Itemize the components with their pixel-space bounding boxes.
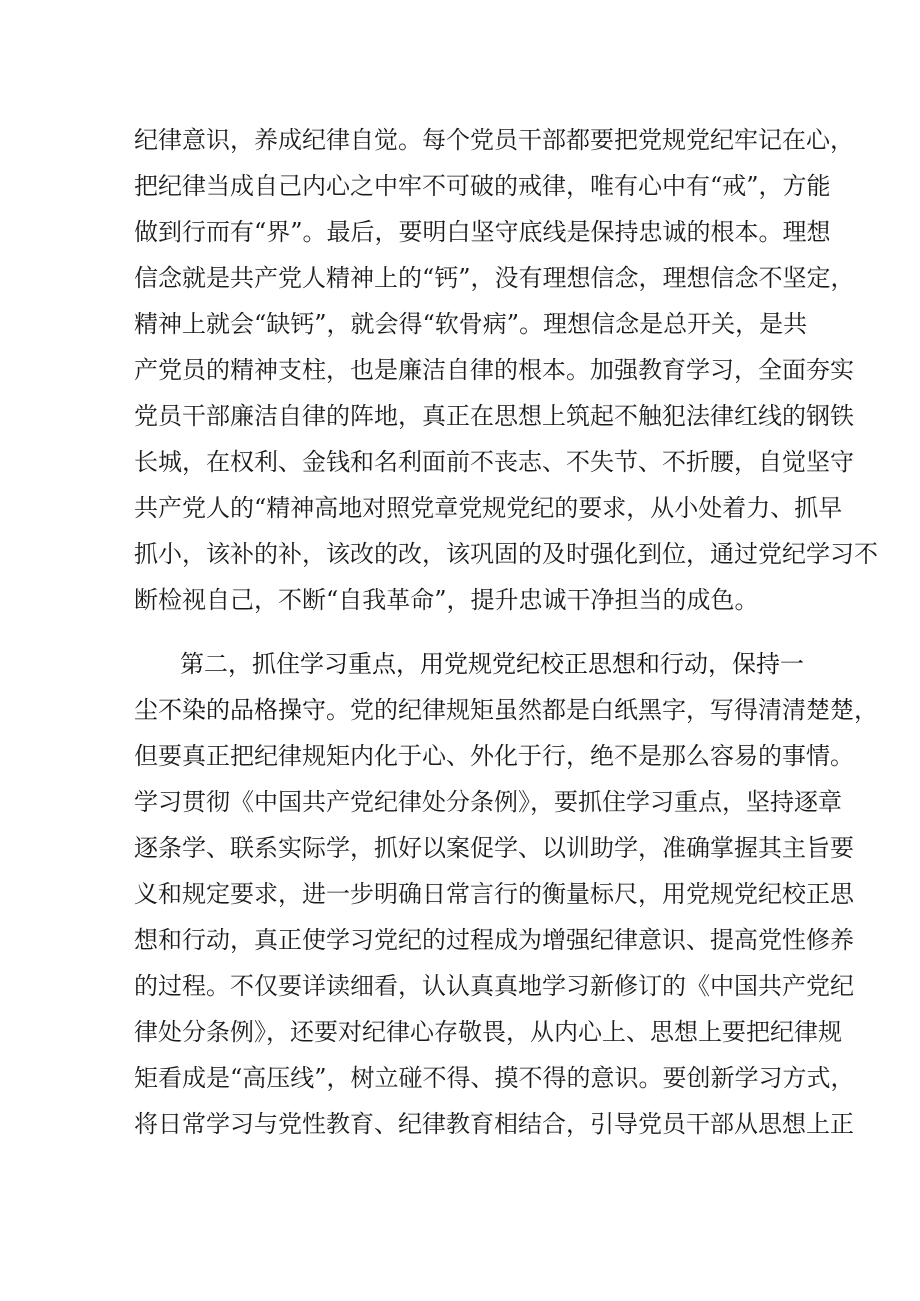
text-line: 矩看成是“高压线”，树立碰不得、摸不得的意识。要创新学习方式，	[134, 1064, 855, 1092]
text-line: 信念就是共产党人精神上的“钙”，没有理想信念，理想信念不坚定，	[134, 264, 855, 292]
text-line: 纪律意识，养成纪律自觉。每个党员干部都要把党规党纪牢记在心，	[134, 126, 854, 154]
text-line: 逐条学、联系实际学，抓好以案促学、以训助学，准确掌握其主旨要	[134, 834, 854, 862]
section-heading-end: 尘不染的品格操守。	[134, 696, 350, 724]
text-line: 产党员的精神支柱，也是廉洁自律的根本。加强教育学习，全面夯实	[134, 356, 854, 384]
text-line: 想和行动，真正使学习党纪的过程成为增强纪律意识、提高党性修养	[134, 926, 854, 954]
text-line: 把纪律当成自己内心之中牢不可破的戒律，唯有心中有“戒”，方能	[134, 172, 831, 200]
text-line: 做到行而有“界”。最后，要明白坚守底线是保持忠诚的根本。理想	[134, 218, 831, 246]
text-line: 但要真正把纪律规矩内化于心、外化于行，绝不是那么容易的事情。	[134, 742, 854, 770]
text-line: 律处分条例》，还要对纪律心存敬畏，从内心上、思想上要把纪律规	[134, 1018, 842, 1046]
text-line: 断检视自己，不断“自我革命”，提升忠诚干净担当的成色。	[134, 586, 759, 614]
text-line: 将日常学习与党性教育、纪律教育相结合，引导党员干部从思想上正	[134, 1110, 854, 1138]
text-line: 学习贯彻《中国共产党纪律处分条例》，要抓住学习重点，坚持逐章	[134, 788, 842, 816]
heading-continuation-line	[134, 688, 878, 732]
text-line: 党员干部廉洁自律的阵地，真正在思想上筑起不触犯法律红线的钢铁	[134, 402, 854, 430]
text-line: 长城，在权利、金钱和名利面前不丧志、不失节、不折腰，自觉坚守	[134, 448, 854, 476]
section-heading: 第二，抓住学习重点，用党规党纪校正思想和行动，保持一	[180, 650, 804, 678]
text-line: 共产党人的“精神高地对照党章党规党纪的要求，从小处着力、抓早	[134, 494, 843, 522]
text-line: 义和规定要求，进一步明确日常言行的衡量标尺，用党规党纪校正思	[134, 880, 854, 908]
text-line: 精神上就会“缺钙”，就会得“软骨病”。理想信念是总开关，是共	[134, 310, 808, 338]
text-line: 的过程。不仅要详读细看，认认真真地学习新修订的《中国共产党纪	[134, 972, 854, 1000]
text-line: 抓小，该补的补，该改的改，该巩固的及时强化到位，通过党纪学习不	[134, 540, 878, 568]
paragraph-text: 党的纪律规矩虽然都是白纸黑字，写得清清楚楚，	[350, 696, 878, 724]
